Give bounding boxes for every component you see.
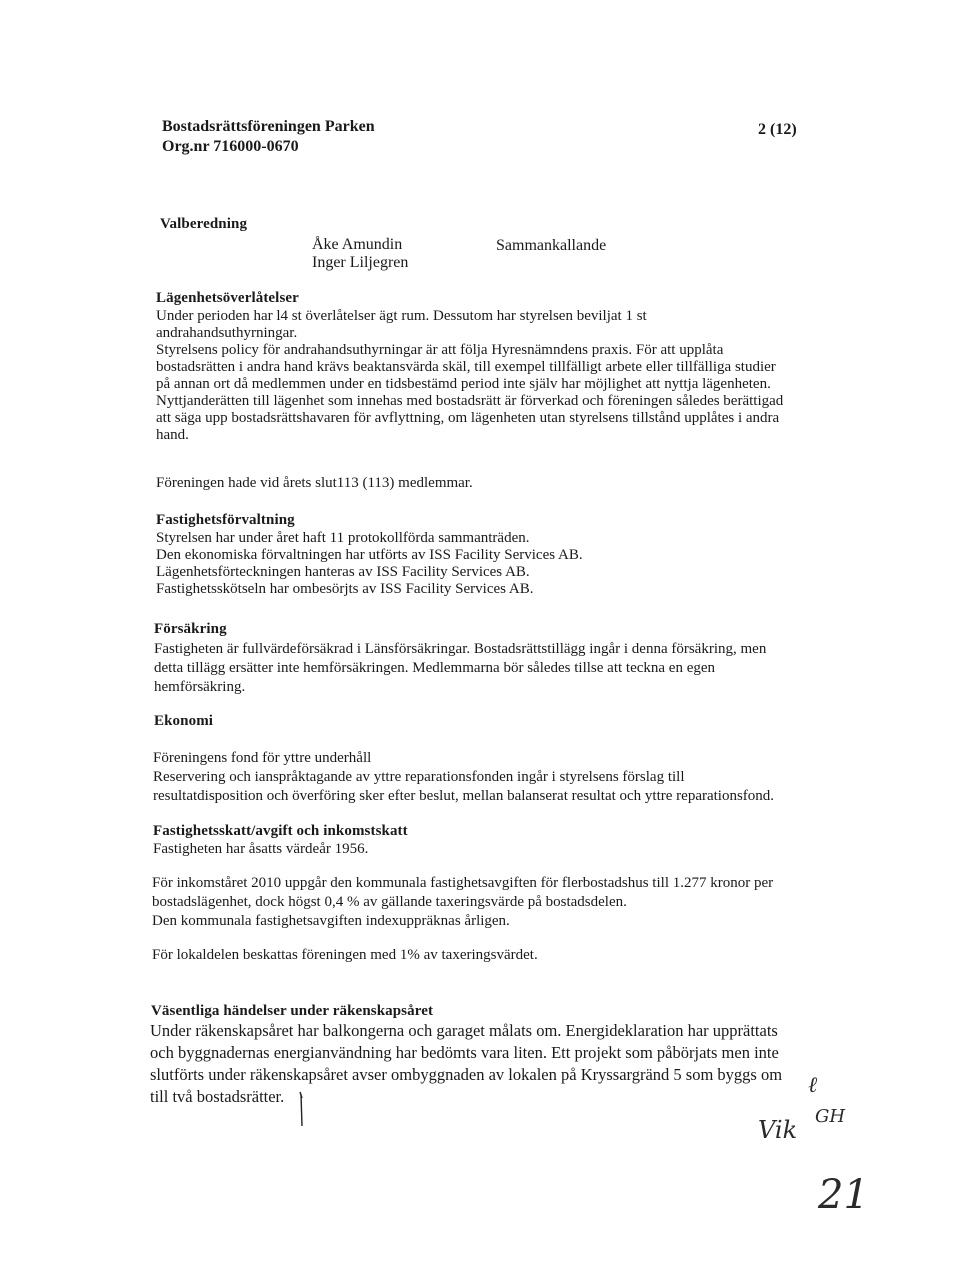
text-line: hand.	[156, 427, 189, 443]
text-line: detta tillägg ersätter inte hemförsäkringen. Medlemmarna bör således tillse att teckna en egen	[154, 660, 716, 676]
text-line: och byggnadernas energianvändning har bedömts vara liten. Ett projekt som påbörjats men inte	[150, 1043, 779, 1062]
handwritten-initials-a: Vik	[758, 1116, 798, 1144]
organization-name: Bostadsrättsföreningen Parken	[162, 118, 375, 135]
members-count-line: Föreningen hade vid årets slut113 (113) medlemmar.	[156, 475, 473, 491]
text-line: slutförts under räkenskapsåret avser ombyggnaden av lokalen på Kryssargränd 5 som byggs om	[150, 1065, 783, 1084]
text-line: Den ekonomiska förvaltningen har utförts av ISS Facility Services AB.	[156, 547, 583, 563]
text-line: resultatdisposition och överföring sker efter beslut, mellan balanserat resultat och yttre reparationsfond.	[153, 788, 775, 804]
lagenhetsoverlatelser-text	[156, 308, 783, 444]
text-line: hemförsäkring.	[154, 679, 246, 695]
text-line: Under perioden har l4 st överlåtelser ägt rum. Dessutom har styrelsen beviljat 1 st	[156, 308, 647, 324]
text-line: andrahandsuthyrningar.	[156, 325, 298, 341]
fastighetsskatt-value-year: Fastigheten har åsatts värdeår 1956.	[153, 841, 369, 857]
text-line: Styrelsen har under året haft 11 protokollförda sammanträden.	[156, 530, 530, 546]
valberedning-role: Sammankallande	[496, 237, 607, 254]
text-line: Reservering och ianspråktagande av yttre reparationsfonden ingår i styrelsens förslag till	[153, 769, 685, 785]
text-line: Lägenhetsförteckningen hanteras av ISS Facility Services AB.	[156, 564, 530, 580]
vasentliga-text	[150, 1020, 782, 1108]
text-line: Under räkenskapsåret har balkongerna och garaget målats om. Energideklaration har upprättats	[150, 1021, 778, 1040]
section-heading-vasentliga-handelser: Väsentliga händelser under räkenskapsåret	[151, 1003, 434, 1019]
handwritten-initial-c: ℓ	[808, 1073, 818, 1098]
text-line: på annan ort då medlemmen under en tidsbestämd period inte själv har möjlighet att nyttja lägenheten.	[156, 376, 771, 392]
fastighetsskatt-text	[152, 874, 773, 931]
text-line: Den kommunala fastighetsavgiften indexuppräknas årligen.	[152, 913, 510, 929]
handwritten-caret-mark	[296, 1090, 308, 1130]
text-line: Nyttjanderätten till lägenhet som innehas med bostadsrätt är förverkad och föreningen således berättigad	[156, 393, 784, 409]
fastighetsforvaltning-text	[156, 530, 583, 598]
lokaldel-tax-line: För lokaldelen beskattas föreningen med 1% av taxeringsvärdet.	[152, 947, 538, 963]
ekonomi-text	[153, 749, 774, 806]
text-line: För inkomståret 2010 uppgår den kommunala fastighetsavgiften för flerbostadshus till 1.277 kronor per	[152, 875, 774, 891]
text-line: att säga upp bostadsrättshavaren för avflyttning, om lägenheten utan styrelsens tillstånd upplåtes i andra	[156, 410, 780, 426]
valberedning-member-1: Åke Amundin	[312, 236, 403, 253]
section-heading-fastighetsskatt: Fastighetsskatt/avgift och inkomstskatt	[153, 823, 408, 839]
section-heading-forsakring: Försäkring	[154, 621, 227, 637]
text-line: Föreningens fond för yttre underhåll	[153, 750, 372, 766]
organization-number: Org.nr 716000-0670	[162, 138, 299, 155]
text-line: till två bostadsrätter.	[150, 1087, 285, 1106]
section-heading-lagenhetsoverlatelser: Lägenhetsöverlåtelser	[156, 290, 299, 306]
handwritten-page-mark: 21	[818, 1172, 869, 1218]
text-line: Styrelsens policy för andrahandsuthyrningar är att följa Hyresnämndens praxis. För att upplåta	[156, 342, 724, 358]
section-heading-fastighetsforvaltning: Fastighetsförvaltning	[156, 512, 295, 528]
page-number: 2 (12)	[758, 121, 797, 138]
text-line: bostadslägenhet, dock högst 0,4 % av gällande taxeringsvärde på bostadsdelen.	[152, 894, 627, 910]
text-line: bostadsrätten i andra hand krävs beaktansvärda skäl, till exempel tillfälligt arbete eller tillfälliga studier	[156, 359, 776, 375]
section-heading-valberedning: Valberedning	[160, 216, 248, 232]
section-heading-ekonomi: Ekonomi	[154, 713, 214, 729]
valberedning-member-2: Inger Liljegren	[312, 254, 409, 271]
handwritten-initials-b: GH	[815, 1106, 846, 1127]
forsakring-text	[154, 640, 766, 697]
text-line: Fastighetsskötseln har ombesörjts av ISS Facility Services AB.	[156, 581, 534, 597]
text-line: Fastigheten är fullvärdeförsäkrad i Länsförsäkringar. Bostadsrättstillägg ingår i denna försäkring, men	[154, 641, 767, 657]
